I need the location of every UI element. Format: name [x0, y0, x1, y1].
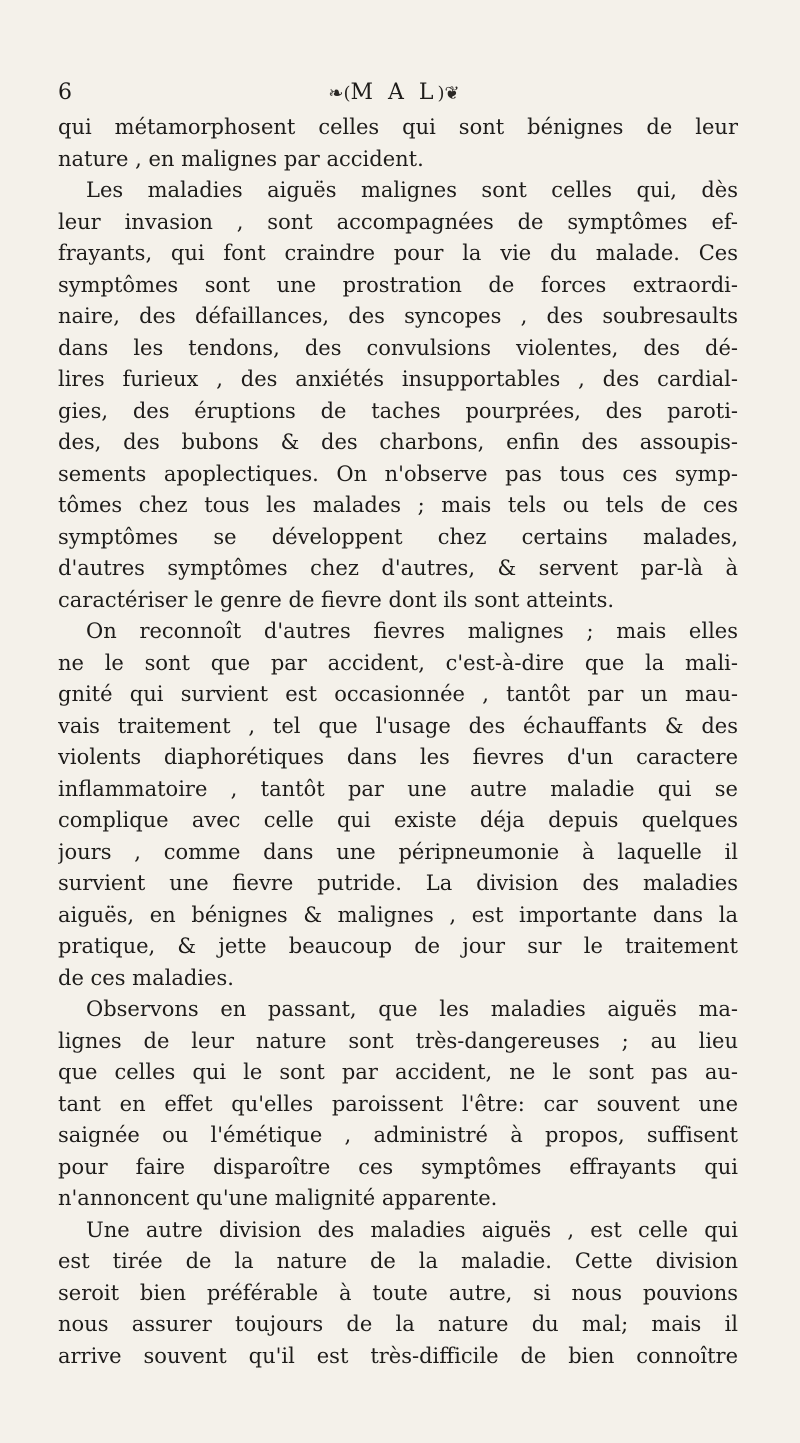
text-line: seroit bien préférable à toute autre, si nous pouvions: [58, 1280, 738, 1305]
text-line: d'autres symptômes chez d'autres, & servent par-là à: [58, 556, 738, 580]
text-line: nature , en malignes par accident.: [58, 146, 424, 171]
text-line: Les maladies aiguës malignes sont celles qui, dès: [86, 178, 738, 202]
text-line: vais traitement , tel que l'usage des échauffants & des: [58, 713, 738, 738]
text-line: est tirée de la nature de la maladie. Cette division: [58, 1249, 738, 1273]
text-line: de ces maladies.: [58, 965, 234, 990]
text-line: lignes de leur nature sont très-dangereuses ; au lieu: [58, 1028, 738, 1053]
page-number: 6: [58, 80, 72, 105]
text-line: inflammatoire , tantôt par une autre maladie qui se: [58, 776, 738, 801]
text-line: dans les tendons, des convulsions violentes, des dé-: [58, 335, 738, 360]
text-line: tômes chez tous les malades ; mais tels ou tels de ces: [58, 493, 738, 517]
text-line: qui métamorphosent celles qui sont bénignes de leur: [58, 115, 738, 139]
text-line: violents diaphorétiques dans les fievres d'un caractere: [58, 745, 738, 769]
text-line: symptômes se développent chez certains malades,: [58, 524, 738, 549]
text-line: survient une fievre putride. La division des maladies: [58, 871, 738, 895]
ornament-right-icon: )❦: [437, 83, 460, 104]
text-line: caractériser le genre de fievre dont ils sont atteints.: [58, 587, 615, 612]
text-line: Observons en passant, que les maladies aiguës ma-: [86, 997, 738, 1021]
text-line: frayants, qui font craindre pour la vie du malade. Ces: [58, 241, 738, 265]
text-line: gies, des éruptions de taches pourprées, des paroti-: [58, 398, 738, 423]
text-line: Une autre division des maladies aiguës , est celle qui: [86, 1217, 738, 1242]
text-line: naire, des défaillances, des syncopes , des soubresaults: [58, 304, 738, 328]
text-line: sements apoplectiques. On n'observe pas tous ces symp-: [58, 461, 738, 486]
text-line: complique avec celle qui existe déja depuis quelques: [58, 808, 738, 832]
text-line: leur invasion , sont accompagnées de symptômes ef-: [58, 209, 738, 234]
text-line: symptômes sont une prostration de forces extraordi-: [58, 272, 738, 297]
text-line: arrive souvent qu'il est très-difficile de bien connoître: [58, 1343, 738, 1368]
text-line: ne le sont que par accident, c'est-à-dire que la mali-: [58, 650, 738, 675]
running-title: M A L: [350, 80, 438, 105]
ornament-left-icon: ❧(: [328, 83, 351, 104]
page-header: [58, 80, 730, 110]
text-line: jours , comme dans une péripneumonie à laquelle il: [58, 839, 738, 864]
text-line: On reconnoît d'autres fievres malignes ; mais elles: [86, 619, 738, 643]
text-line: saignée ou l'émétique , administré à propos, suffisent: [58, 1123, 738, 1147]
text-line: pratique, & jette beaucoup de jour sur le traitement: [58, 934, 738, 958]
text-line: aiguës, en bénignes & malignes , est importante dans la: [58, 902, 738, 927]
text-line: lires furieux , des anxiétés insupportables , des cardial-: [58, 367, 738, 391]
text-line: tant en effet qu'elles paroissent l'être: car souvent une: [58, 1091, 738, 1116]
text-line: gnité qui survient est occasionnée , tantôt par un mau-: [58, 682, 738, 706]
text-line: que celles qui le sont par accident, ne le sont pas au-: [58, 1060, 738, 1084]
running-head: [58, 80, 730, 105]
text-line: des, des bubons & des charbons, enfin des assoupis-: [58, 430, 738, 454]
text-line: n'annoncent qu'une malignité apparente.: [58, 1186, 498, 1210]
text-line: pour faire disparoître ces symptômes effrayants qui: [58, 1154, 738, 1179]
body-text: [58, 112, 738, 1372]
text-line: nous assurer toujours de la nature du mal; mais il: [58, 1312, 738, 1336]
